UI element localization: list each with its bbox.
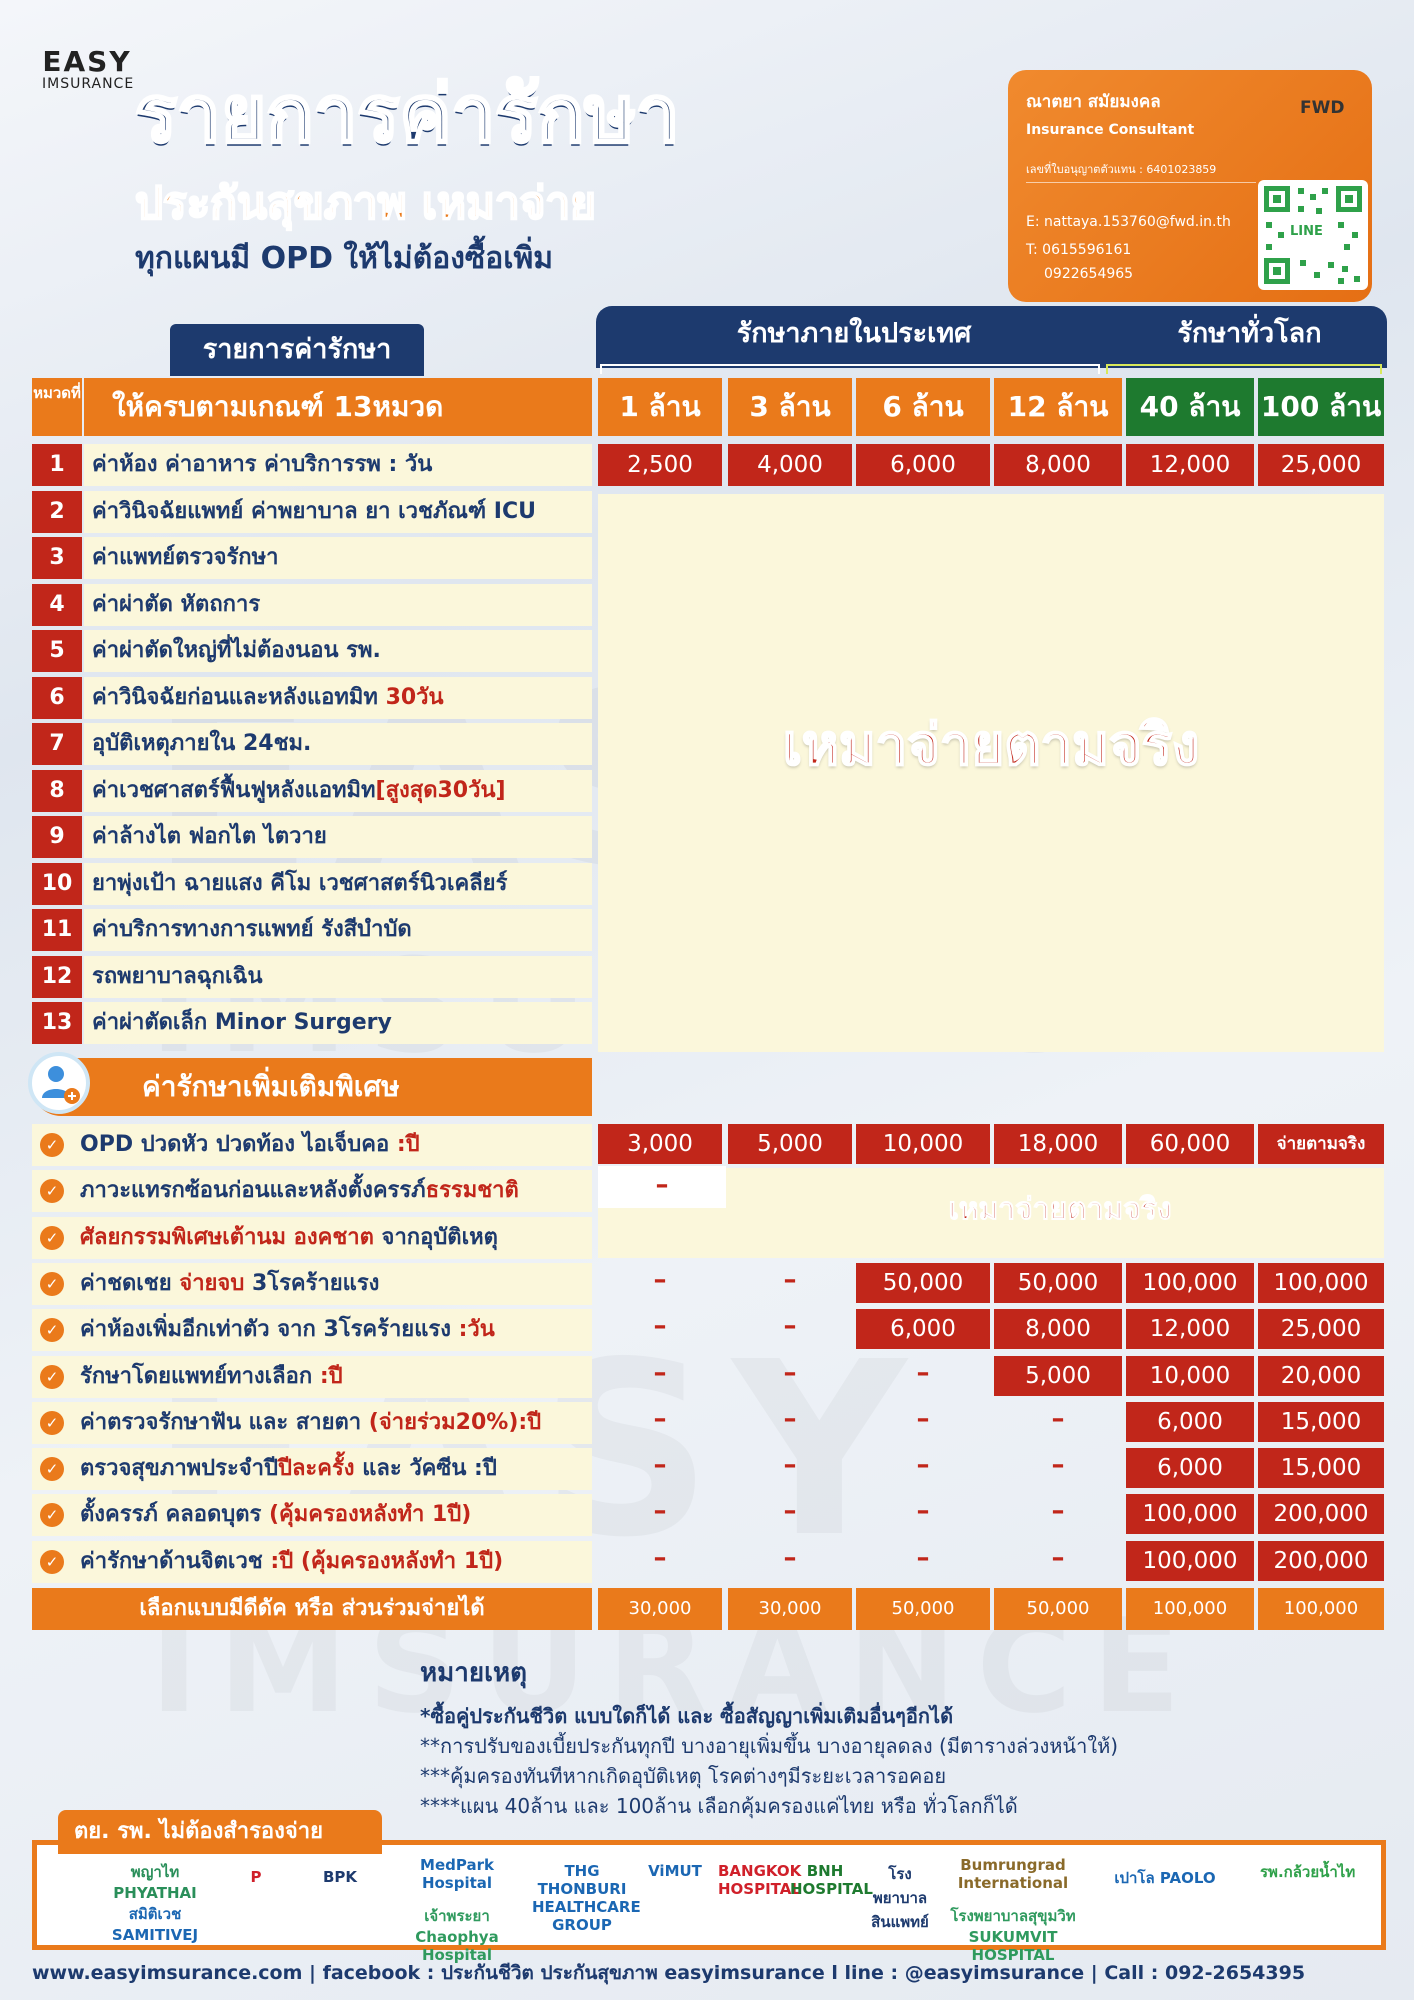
extra-value: 100,000 — [1126, 1541, 1254, 1581]
category-number-7: 7 — [32, 723, 82, 765]
deductible-value-4: 50,000 — [994, 1588, 1122, 1630]
plan-header-2: 3 ล้าน — [728, 378, 852, 436]
category-text: ค่าเวชศาสตร์ฟื้นฟูหลังแอทมิท — [92, 777, 376, 803]
category-number-5: 5 — [32, 630, 82, 672]
extra-value: 200,000 — [1258, 1541, 1384, 1581]
notes-section — [420, 1652, 1118, 1821]
deductible-value-3: 50,000 — [856, 1588, 990, 1630]
extra-text-b: ปีละครั้ง — [277, 1456, 355, 1482]
category-item-13 — [84, 1002, 592, 1044]
extra-value: 3,000 — [598, 1124, 722, 1164]
extra-item-3 — [32, 1217, 592, 1259]
extra-item-10 — [32, 1541, 592, 1583]
category-text: ค่าแพทย์ตรวจรักษา — [92, 545, 279, 570]
category-text: ค่าผ่าตัดใหญ่ที่ไม่ต้องนอน รพ. — [92, 638, 381, 663]
extra-value: 15,000 — [1258, 1448, 1384, 1488]
plan-header-3: 6 ล้าน — [856, 378, 990, 436]
check-icon: ✓ — [40, 1550, 64, 1574]
category-text: รถพยาบาลฉุกเฉิน — [92, 963, 263, 989]
category-item-9 — [84, 816, 592, 858]
extra-value: 200,000 — [1258, 1494, 1384, 1534]
category-number-9: 9 — [32, 816, 82, 858]
category-item-4 — [84, 584, 592, 626]
category-item-10 — [84, 863, 592, 905]
hospital-logo-3: P — [250, 1868, 262, 1886]
extra-dash: – — [783, 1264, 797, 1295]
room-rate-4: 8,000 — [994, 444, 1122, 486]
category-number-8: 8 — [32, 770, 82, 812]
hospital-logo-2: สมิติเวช SAMITIVEJ — [111, 1905, 199, 1944]
category-item-7 — [84, 723, 592, 765]
line-qr-code[interactable] — [1258, 180, 1368, 290]
category-number-13: 13 — [32, 1002, 82, 1044]
deductible-label: เลือกแบบมีดีดัค หรือ ส่วนร่วมจ่ายได้ — [32, 1588, 592, 1630]
category-highlight: 30วัน — [385, 684, 444, 710]
extra-item-7 — [32, 1402, 592, 1444]
extra-value: 100,000 — [1126, 1263, 1254, 1303]
category-number-1: 1 — [32, 444, 82, 486]
deductible-value-2: 30,000 — [728, 1588, 852, 1630]
category-highlight: [สูงสุด30วัน] — [375, 777, 506, 803]
extra-text-a: ตรวจสุขภาพประจำปี — [80, 1456, 278, 1482]
qr-label: LINE — [1290, 224, 1323, 239]
deductible-value-1: 30,000 — [598, 1588, 722, 1630]
hospital-logo-14: เปาโล PAOLO — [1114, 1869, 1216, 1887]
logo-line2: IMSURANCE — [42, 76, 135, 92]
agent-license: เลขที่ใบอนุญาตตัวแทน : 6401023859 — [1026, 163, 1217, 176]
category-item-8 — [84, 770, 592, 812]
extra-dash-1: – — [655, 1170, 669, 1200]
extra-text-b: (คุ้มครองหลังทำ 1ปี) — [268, 1502, 472, 1528]
extra-text-b: :วัน — [458, 1317, 495, 1343]
extra-dash: – — [653, 1264, 667, 1295]
category-number-11: 11 — [32, 909, 82, 951]
extra-dash: – — [916, 1450, 930, 1481]
category-item-12 — [84, 956, 592, 998]
check-icon: ✓ — [40, 1318, 64, 1342]
extra-value: 6,000 — [1126, 1402, 1254, 1442]
extra-value: 5,000 — [994, 1356, 1122, 1396]
extra-dash: – — [1051, 1542, 1065, 1573]
category-number-2: 2 — [32, 491, 82, 533]
extra-text-c: และ วัคซีน :ปี — [354, 1456, 497, 1482]
extra-dash: – — [1051, 1403, 1065, 1434]
plan-header-6: 100 ล้าน — [1258, 378, 1384, 436]
category-text: ค่าผ่าตัดเล็ก Minor Surgery — [92, 1010, 392, 1035]
extra-value: 10,000 — [856, 1124, 990, 1164]
category-item-6 — [84, 677, 592, 719]
deductible-value-6: 100,000 — [1258, 1588, 1384, 1630]
check-icon: ✓ — [40, 1411, 64, 1435]
hospital-logo-11: โรงพยาบาล สินแพทย์ — [871, 1865, 929, 1931]
footer-contact: www.easyimsurance.com | facebook : ประกันชีวิต ประกันสุขภาพ easyimsurance l line : @easyimsurance | Call : 092-2654395 — [32, 1962, 1306, 1984]
extra-item-1 — [32, 1124, 592, 1166]
page-title: รายการค่ารักษา — [135, 70, 680, 160]
extra-text-b: :ปี — [319, 1363, 343, 1389]
check-icon: ✓ — [40, 1272, 64, 1296]
extra-dash: – — [653, 1542, 667, 1573]
agent-phone-1[interactable]: T: 0615596161 — [1026, 242, 1132, 258]
domestic-bracket — [600, 364, 1100, 374]
hospital-tag: ตย. รพ. ไม่ต้องสำรองจ่าย — [58, 1810, 382, 1854]
note-4: ****แผน 40ล้าน และ 100ล้าน เลือกคุ้มครองแค่ไทย หรือ ทั่วโลกก็ได้ — [420, 1794, 1018, 1818]
extra-value: 100,000 — [1258, 1263, 1384, 1303]
subtitle-a: ประกันสุขภาพ — [135, 178, 407, 229]
category-text: ค่าห้อง ค่าอาหาร ค่าบริการรพ : วัน — [92, 452, 433, 477]
extra-item-9 — [32, 1494, 592, 1536]
category-item-1 — [84, 444, 592, 486]
check-icon: ✓ — [40, 1457, 64, 1481]
category-text: ค่าวินิจฉัยแพทย์ ค่าพยาบาล ยา เวชภัณฑ์ ICU — [92, 498, 536, 524]
hospital-logo-4: BPK — [322, 1868, 358, 1886]
check-icon: ✓ — [40, 1365, 64, 1389]
check-icon: ✓ — [40, 1179, 64, 1203]
brand-logo — [42, 45, 135, 92]
extra-item-2 — [32, 1170, 592, 1212]
subtitle-b: เหมาจ่าย — [421, 178, 596, 229]
extra-dash: – — [783, 1357, 797, 1388]
page-subtitle — [135, 168, 596, 238]
category-text: ค่าวินิจฉัยก่อนและหลังแอทมิท — [92, 684, 386, 710]
card-divider — [1026, 182, 1256, 183]
extra-dash: – — [783, 1450, 797, 1481]
extra-dash: – — [916, 1403, 930, 1434]
notes-title: หมายเหตุ — [420, 1658, 528, 1688]
extra-text-b: ศัลยกรรมพิเศษเต้านม องคชาต — [80, 1224, 374, 1250]
category-text: อุบัติเหตุภายใน 24ชม. — [92, 731, 312, 756]
extra-value: 8,000 — [994, 1309, 1122, 1349]
extra-dash: – — [653, 1403, 667, 1434]
extra-text-b: :ปี (คุ้มครองหลังทำ 1ปี) — [270, 1548, 504, 1574]
category-number-10: 10 — [32, 863, 82, 905]
hospital-logo-13: โรงพยาบาลสุขุมวิท SUKUMVIT HOSPITAL — [950, 1907, 1076, 1964]
extra-value: 15,000 — [1258, 1402, 1384, 1442]
agent-card — [1008, 70, 1372, 302]
company-logo: FWD — [1300, 98, 1345, 118]
extra-value: จ่ายตามจริง — [1258, 1124, 1384, 1164]
extra-benefits-header: ค่ารักษาเพิ่มเติมพิเศษ — [32, 1058, 592, 1116]
extra-item-8 — [32, 1448, 592, 1490]
extra-item-5 — [32, 1309, 592, 1351]
criteria-header: ให้ครบตามเกณฑ์ 13หมวด — [84, 378, 592, 436]
plan-header-1: 1 ล้าน — [598, 378, 722, 436]
extra-text-a: OPD ปวดหัว ปวดท้อง ไอเจ็บคอ — [80, 1132, 397, 1157]
category-item-11 — [84, 909, 592, 951]
hospital-logo-10: BNH HOSPITAL — [790, 1862, 873, 1898]
category-item-2 — [84, 491, 592, 533]
extra-value: 50,000 — [994, 1263, 1122, 1303]
extra-dash: – — [783, 1542, 797, 1573]
extra-dash: – — [916, 1542, 930, 1573]
category-item-5 — [84, 630, 592, 672]
extra-text-c: จากอุบัติเหตุ — [373, 1224, 498, 1250]
extra-dash: – — [653, 1496, 667, 1527]
check-icon: ✓ — [40, 1503, 64, 1527]
hospital-logo-8: ViMUT — [648, 1862, 702, 1880]
extra-dash: – — [783, 1496, 797, 1527]
room-rate-6: 25,000 — [1258, 444, 1384, 486]
extra-item-6 — [32, 1356, 592, 1398]
person-add-icon — [28, 1052, 90, 1114]
extra-value: 50,000 — [856, 1263, 990, 1303]
extra-value: 6,000 — [856, 1309, 990, 1349]
category-text: ค่าล้างไต ฟอกไต ไตวาย — [92, 824, 327, 849]
extra-text-b: :ปี — [396, 1132, 420, 1157]
extra-dash: – — [783, 1403, 797, 1434]
lump-sum-label: เหมาจ่ายตามจริง — [782, 713, 1200, 778]
worldwide-bracket — [1106, 364, 1382, 374]
note-3: ***คุ้มครองทันทีหากเกิดอุบัติเหตุ โรคต่างๆมีระยะเวลารอคอย — [420, 1764, 947, 1788]
extra-dash: – — [916, 1496, 930, 1527]
hospital-logo-9: BANGKOK HOSPITAL — [718, 1862, 802, 1898]
tagline: ทุกแผนมี OPD ให้ไม่ต้องซื้อเพิ่ม — [135, 241, 554, 276]
extra-value: 100,000 — [1126, 1494, 1254, 1534]
extra-value: 18,000 — [994, 1124, 1122, 1164]
hospital-logos-box — [32, 1840, 1386, 1950]
category-number-6: 6 — [32, 677, 82, 719]
extra-text-a: ค่าตรวจรักษาฟัน และ สายตา — [80, 1409, 369, 1435]
check-icon: ✓ — [40, 1133, 64, 1157]
extra-text-a: ค่าชดเชย — [80, 1270, 180, 1296]
left-column-header: รายการค่ารักษา — [170, 324, 424, 376]
agent-role: Insurance Consultant — [1026, 122, 1195, 138]
category-number-12: 12 — [32, 956, 82, 998]
extra-value: 20,000 — [1258, 1356, 1384, 1396]
category-text: ค่าผ่าตัด หัตถการ — [92, 591, 261, 617]
room-rate-5: 12,000 — [1126, 444, 1254, 486]
extra-text-a: ภาวะแทรกซ้อนก่อนและหลังตั้งครรภ์ — [80, 1178, 426, 1204]
extra-text-a: รักษาโดยแพทย์ทางเลือก — [80, 1363, 320, 1389]
note-2: **การปรับของเบี้ยประกันทุกปี บางอายุเพิ่มขึ้น บางอายุลดลง (มีตารางล่วงหน้าให้) — [420, 1734, 1119, 1758]
agent-email[interactable]: E: nattaya.153760@fwd.in.th — [1026, 214, 1231, 230]
category-number-3: 3 — [32, 537, 82, 579]
extra-value: 5,000 — [728, 1124, 852, 1164]
room-rate-3: 6,000 — [856, 444, 990, 486]
extra-value: 60,000 — [1126, 1124, 1254, 1164]
category-number-4: 4 — [32, 584, 82, 626]
hospital-logo-15: รพ.กล้วยน้ำไท — [1260, 1863, 1356, 1881]
extra-text-a: ตั้งครรภ์ คลอดบุตร — [80, 1502, 269, 1528]
deductible-value-5: 100,000 — [1126, 1588, 1254, 1630]
extra-dash: – — [653, 1450, 667, 1481]
hospital-logo-7: THG THONBURI HEALTHCARE GROUP — [532, 1862, 641, 1934]
hospital-logo-5: MedPark Hospital — [420, 1856, 494, 1892]
extra-dash: – — [1051, 1496, 1065, 1527]
hospital-logo-12: Bumrungrad International — [957, 1856, 1069, 1892]
extra-value: 25,000 — [1258, 1309, 1384, 1349]
note-1: *ซื้อคู่ประกันชีวิต แบบใดก็ได้ และ ซื้อสัญญาเพิ่มเติมอื่นๆอีกได้ — [420, 1704, 954, 1728]
extra-dash: – — [653, 1357, 667, 1388]
room-rate-1: 2,500 — [598, 444, 722, 486]
extra-text-a: ค่ารักษาด้านจิตเวช — [80, 1548, 271, 1574]
extra-text-b: (จ่ายร่วม20%):ปี — [368, 1409, 542, 1435]
category-col-header: หมวดที่ — [32, 378, 82, 436]
category-text: ค่าบริการทางการแพทย์ รังสีบำบัด — [92, 917, 412, 942]
hospital-logo-1: พญาไท PHYATHAI — [113, 1863, 197, 1902]
worldwide-header: รักษาทั่วโลก — [1112, 306, 1387, 368]
extra-item-4 — [32, 1263, 592, 1305]
plan-header-4: 12 ล้าน — [994, 378, 1122, 436]
logo-line1: EASY — [42, 45, 132, 78]
agent-name: ณาตยา สมัยมงคล — [1026, 92, 1161, 112]
lump-sum-label-2: เหมาจ่ายตามจริง — [948, 1192, 1172, 1227]
extra-dash: – — [916, 1357, 930, 1388]
extra-value: 6,000 — [1126, 1448, 1254, 1488]
category-item-3 — [84, 537, 592, 579]
category-text: ยาพุ่งเป้า ฉายแสง คีโม เวชศาสตร์นิวเคลียร์ — [92, 870, 508, 896]
check-icon: ✓ — [40, 1226, 64, 1250]
hospital-logo-6: เจ้าพระยา Chaophya Hospital — [415, 1907, 499, 1964]
extra-text-c: 3โรคร้ายแรง — [244, 1270, 380, 1296]
extra-value: 12,000 — [1126, 1309, 1254, 1349]
extra-text-b: จ่ายจบ — [179, 1270, 245, 1296]
extra-text-a: ค่าห้องเพิ่มอีกเท่าตัว จาก 3โรคร้ายแรง — [80, 1317, 459, 1343]
room-rate-2: 4,000 — [728, 444, 852, 486]
plan-header-5: 40 ล้าน — [1126, 378, 1254, 436]
extra-dash: – — [1051, 1450, 1065, 1481]
extra-dash: – — [653, 1311, 667, 1342]
domestic-header: รักษาภายในประเทศ — [596, 306, 1112, 368]
extra-value: 10,000 — [1126, 1356, 1254, 1396]
extra-dash: – — [783, 1311, 797, 1342]
extra-text-b: ธรรมชาติ — [425, 1178, 519, 1204]
agent-phone-2[interactable]: 0922654965 — [1044, 266, 1134, 282]
